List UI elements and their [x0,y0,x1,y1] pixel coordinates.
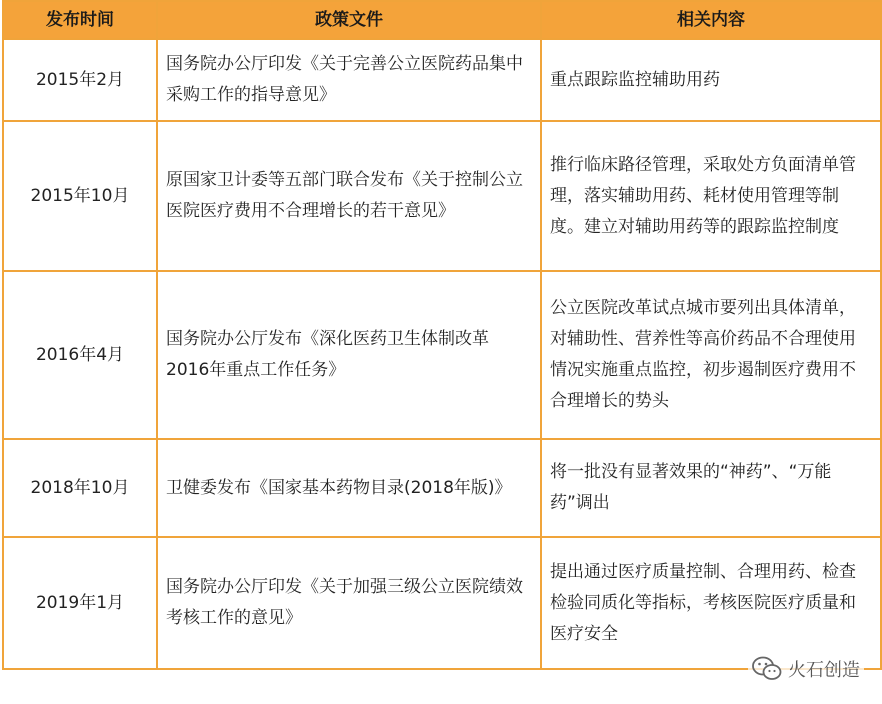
table-row [3,439,881,537]
header-date: 发布时间 [3,1,157,39]
header-content: 相关内容 [541,1,881,39]
header-document: 政策文件 [157,1,541,39]
wechat-icon [752,656,782,682]
row-date: 2015年2月 [3,39,157,121]
row-date: 2016年4月 [3,271,157,439]
table-header-row [3,1,881,39]
row-content: 将一批没有显著效果的“神药”、“万能药”调出 [541,439,881,537]
row-content: 重点跟踪监控辅助用药 [541,39,881,121]
row-content: 提出通过医疗质量控制、合理用药、检查检验同质化等指标，考核医院医疗质量和医疗安全 [541,537,881,669]
row-document: 国务院办公厅发布《深化医药卫生体制改革2016年重点工作任务》 [157,271,541,439]
table-row [3,39,881,121]
table-row [3,537,881,669]
row-document: 国务院办公厅印发《关于完善公立医院药品集中采购工作的指导意见》 [157,39,541,121]
row-content: 公立医院改革试点城市要列出具体清单，对辅助性、营养性等高价药品不合理使用情况实施重点监控，初步遏制医疗费用不合理增长的势头 [541,271,881,439]
table-row [3,121,881,271]
watermark-text: 火石创造 [788,660,860,681]
watermark [748,654,864,684]
policy-table [2,0,882,670]
row-document: 卫健委发布《国家基本药物目录(2018年版)》 [157,439,541,537]
row-date: 2019年1月 [3,537,157,669]
row-date: 2015年10月 [3,121,157,271]
row-content: 推行临床路径管理，采取处方负面清单管理，落实辅助用药、耗材使用管理等制度。建立对辅助用药等的跟踪监控制度 [541,121,881,271]
table-row [3,271,881,439]
row-document: 原国家卫计委等五部门联合发布《关于控制公立医院医疗费用不合理增长的若干意见》 [157,121,541,271]
row-document: 国务院办公厅印发《关于加强三级公立医院绩效考核工作的意见》 [157,537,541,669]
row-date: 2018年10月 [3,439,157,537]
